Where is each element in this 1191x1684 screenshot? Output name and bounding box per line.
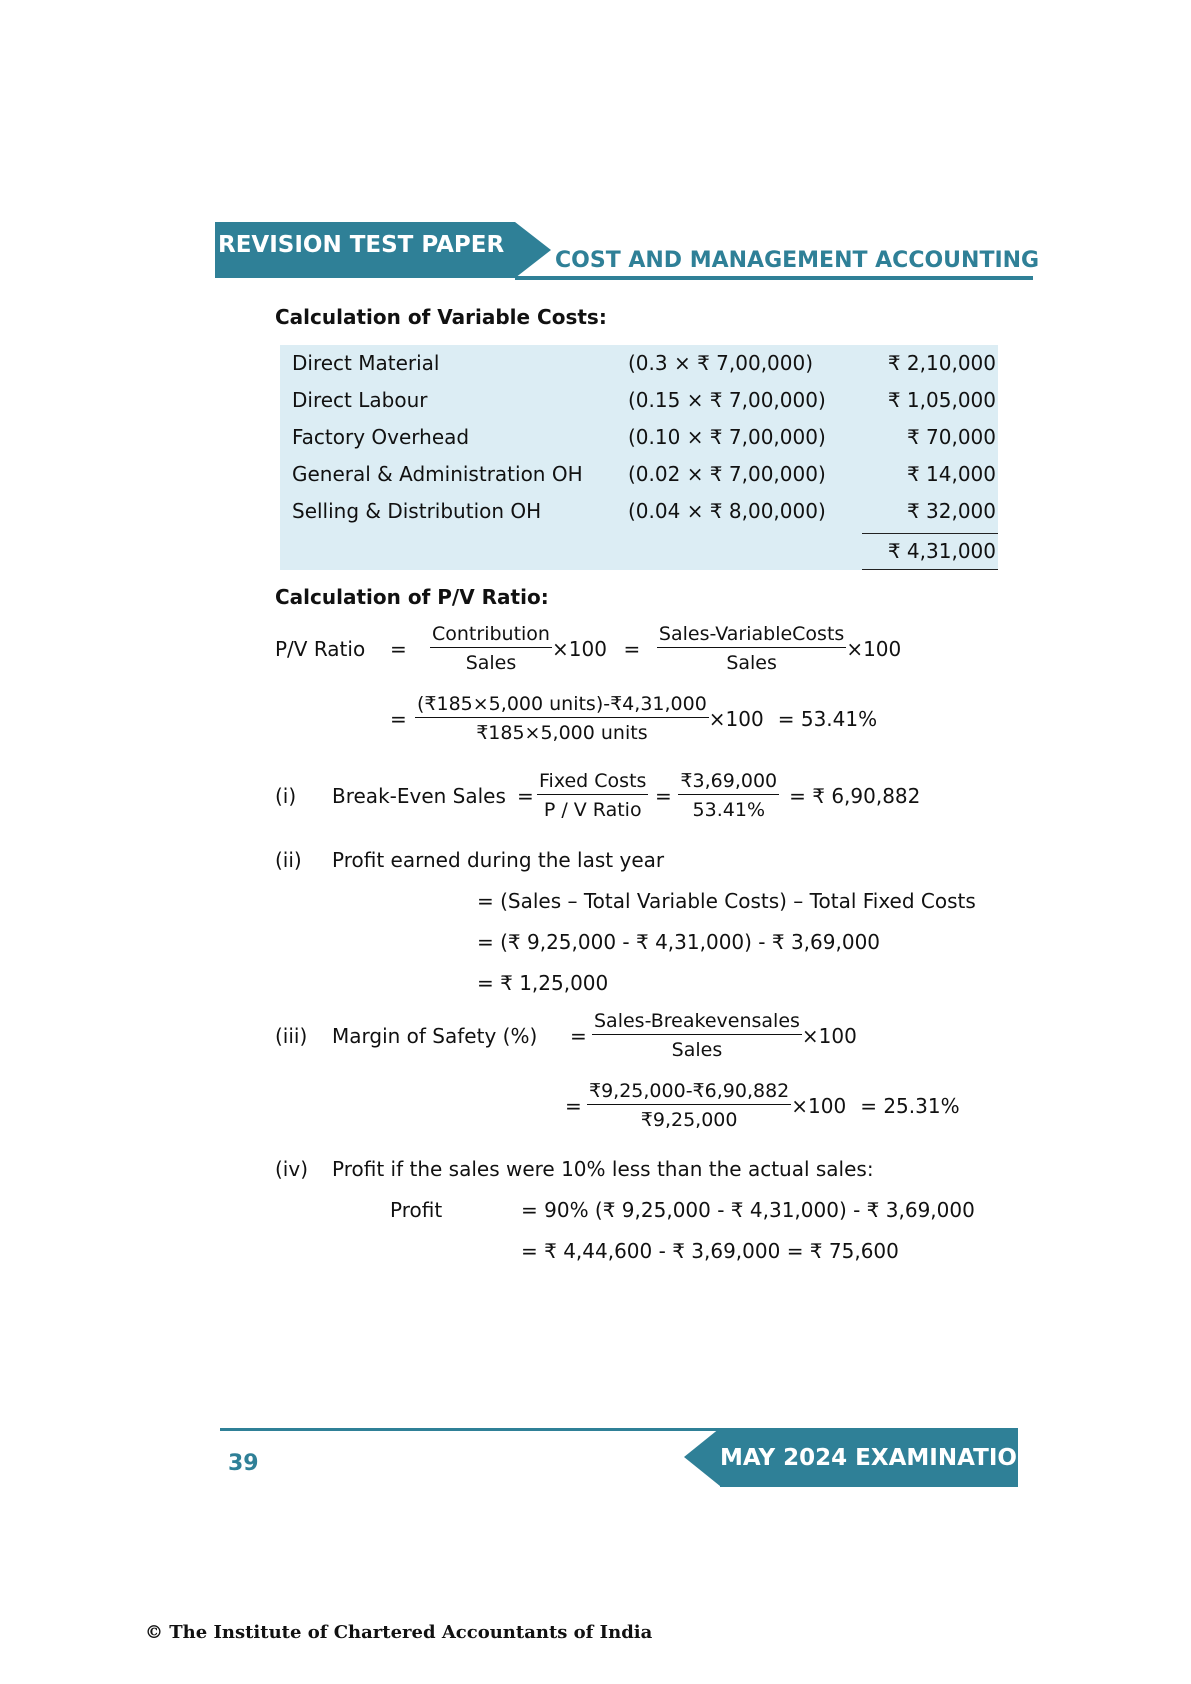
fraction-numerator: (₹185×5,000 units)-₹4,31,000	[415, 693, 709, 718]
part-number: (iii)	[275, 1023, 308, 1048]
profit-line-3: = ₹ 1,25,000	[477, 971, 609, 995]
pv-ratio-result: = 53.41%	[777, 706, 878, 731]
break-even-section	[275, 770, 920, 821]
times-100: ×100	[791, 1093, 847, 1118]
copyright-notice: © The Institute of Chartered Accountants of India	[145, 1622, 653, 1643]
total-rule-top	[862, 533, 998, 534]
break-even-result: = ₹ 6,90,882	[789, 783, 921, 808]
cost-row-calc: (0.04 × ₹ 8,00,000)	[628, 499, 826, 523]
header-right-label: COST AND MANAGEMENT ACCOUNTING	[555, 248, 1040, 273]
cost-row-amount: ₹ 32,000	[906, 499, 996, 523]
fraction-denominator: Sales	[671, 1039, 723, 1061]
profit-label: Profit	[390, 1198, 443, 1222]
mos-result: = 25.31%	[860, 1093, 960, 1118]
fraction-denominator: Sales	[726, 652, 777, 674]
cost-row-calc: (0.3 × ₹ 7,00,000)	[628, 351, 814, 375]
equals-sign: =	[565, 1093, 582, 1118]
footer-exam-label: MAY 2024 EXAMINATION	[720, 1445, 1037, 1471]
fraction-numerator: Sales-Breakevensales	[592, 1010, 802, 1035]
footer-arrow-shape	[684, 1428, 720, 1486]
fraction-denominator: ₹185×5,000 units	[476, 722, 648, 744]
fraction-denominator: P / V Ratio	[543, 799, 642, 821]
cost-row-calc: (0.10 × ₹ 7,00,000)	[628, 425, 826, 449]
equals-sign: =	[623, 636, 641, 661]
mos-computation-fraction	[587, 1080, 791, 1131]
total-rule-bottom	[862, 569, 998, 570]
variable-costs-table	[280, 345, 998, 570]
fraction-numerator: Fixed Costs	[537, 770, 648, 795]
margin-of-safety-section	[275, 1010, 857, 1061]
cost-row-amount: ₹ 14,000	[906, 462, 996, 486]
fraction-numerator: ₹3,69,000	[678, 770, 779, 795]
cost-total-amount: ₹ 4,31,000	[887, 539, 996, 563]
part-number: (iv)	[275, 1157, 308, 1181]
fraction-denominator: Sales	[465, 652, 517, 674]
variable-costs-heading: Calculation of Variable Costs:	[275, 305, 607, 329]
cost-row-amount: ₹ 70,000	[906, 425, 996, 449]
pv-computation-fraction	[415, 693, 709, 744]
mos-formula-fraction	[592, 1010, 802, 1061]
fraction-denominator: ₹9,25,000	[640, 1109, 738, 1131]
part-number: (ii)	[275, 848, 302, 872]
equals-sign: =	[570, 1023, 587, 1048]
reduced-profit-line-1: = 90% (₹ 9,25,000 - ₹ 4,31,000) - ₹ 3,69,000	[521, 1198, 975, 1222]
part-number: (i)	[275, 783, 297, 808]
sales-minus-vc-fraction	[657, 623, 846, 674]
fraction-denominator: 53.41%	[692, 799, 765, 821]
fixed-cost-fraction	[537, 770, 648, 821]
pv-ratio-label: P/V Ratio	[275, 636, 366, 661]
equals-sign: =	[390, 636, 407, 661]
times-100: ×100	[708, 706, 764, 731]
cost-row-label: Selling & Distribution OH	[292, 499, 542, 523]
cost-row-label: Factory Overhead	[292, 425, 470, 449]
fraction-numerator: Contribution	[430, 623, 552, 648]
margin-of-safety-label: Margin of Safety (%)	[332, 1023, 538, 1048]
cost-row-amount: ₹ 1,05,000	[887, 388, 996, 412]
pv-ratio-formula	[275, 623, 901, 674]
profit-last-year-label: Profit earned during the last year	[332, 848, 665, 872]
cost-row-calc: (0.15 × ₹ 7,00,000)	[628, 388, 826, 412]
reduced-sales-label: Profit if the sales were 10% less than the actual sales:	[332, 1157, 874, 1181]
margin-of-safety-computation	[565, 1080, 960, 1131]
cost-row-amount: ₹ 2,10,000	[887, 351, 996, 375]
pv-ratio-computation	[390, 693, 877, 744]
header-arrow-shape	[515, 222, 551, 278]
contribution-fraction	[430, 623, 552, 674]
equals-sign: =	[390, 706, 407, 731]
header-left-label: REVISION TEST PAPER	[218, 232, 505, 258]
times-100: ×100	[551, 636, 607, 661]
times-100: ×100	[801, 1023, 857, 1048]
cost-row-calc: (0.02 × ₹ 7,00,000)	[628, 462, 826, 486]
fraction-numerator: ₹9,25,000-₹6,90,882	[587, 1080, 791, 1105]
times-100: ×100	[846, 636, 902, 661]
break-even-label: Break-Even Sales	[332, 783, 506, 808]
page-number: 39	[228, 1451, 259, 1476]
equals-sign: =	[517, 783, 534, 808]
profit-line-1: = (Sales – Total Variable Costs) – Total Fixed Costs	[477, 889, 976, 913]
fraction-numerator: Sales-VariableCosts	[657, 623, 846, 648]
break-even-value-fraction	[678, 770, 779, 821]
header-underline	[515, 276, 1033, 280]
cost-row-label: Direct Labour	[292, 388, 428, 412]
cost-row-label: General & Administration OH	[292, 462, 583, 486]
reduced-profit-line-2: = ₹ 4,44,600 - ₹ 3,69,000 = ₹ 75,600	[521, 1239, 899, 1263]
equals-sign: =	[655, 783, 672, 808]
pv-ratio-heading: Calculation of P/V Ratio:	[275, 585, 549, 609]
cost-row-label: Direct Material	[292, 351, 440, 375]
profit-line-2: = (₹ 9,25,000 - ₹ 4,31,000) - ₹ 3,69,000	[477, 930, 881, 954]
